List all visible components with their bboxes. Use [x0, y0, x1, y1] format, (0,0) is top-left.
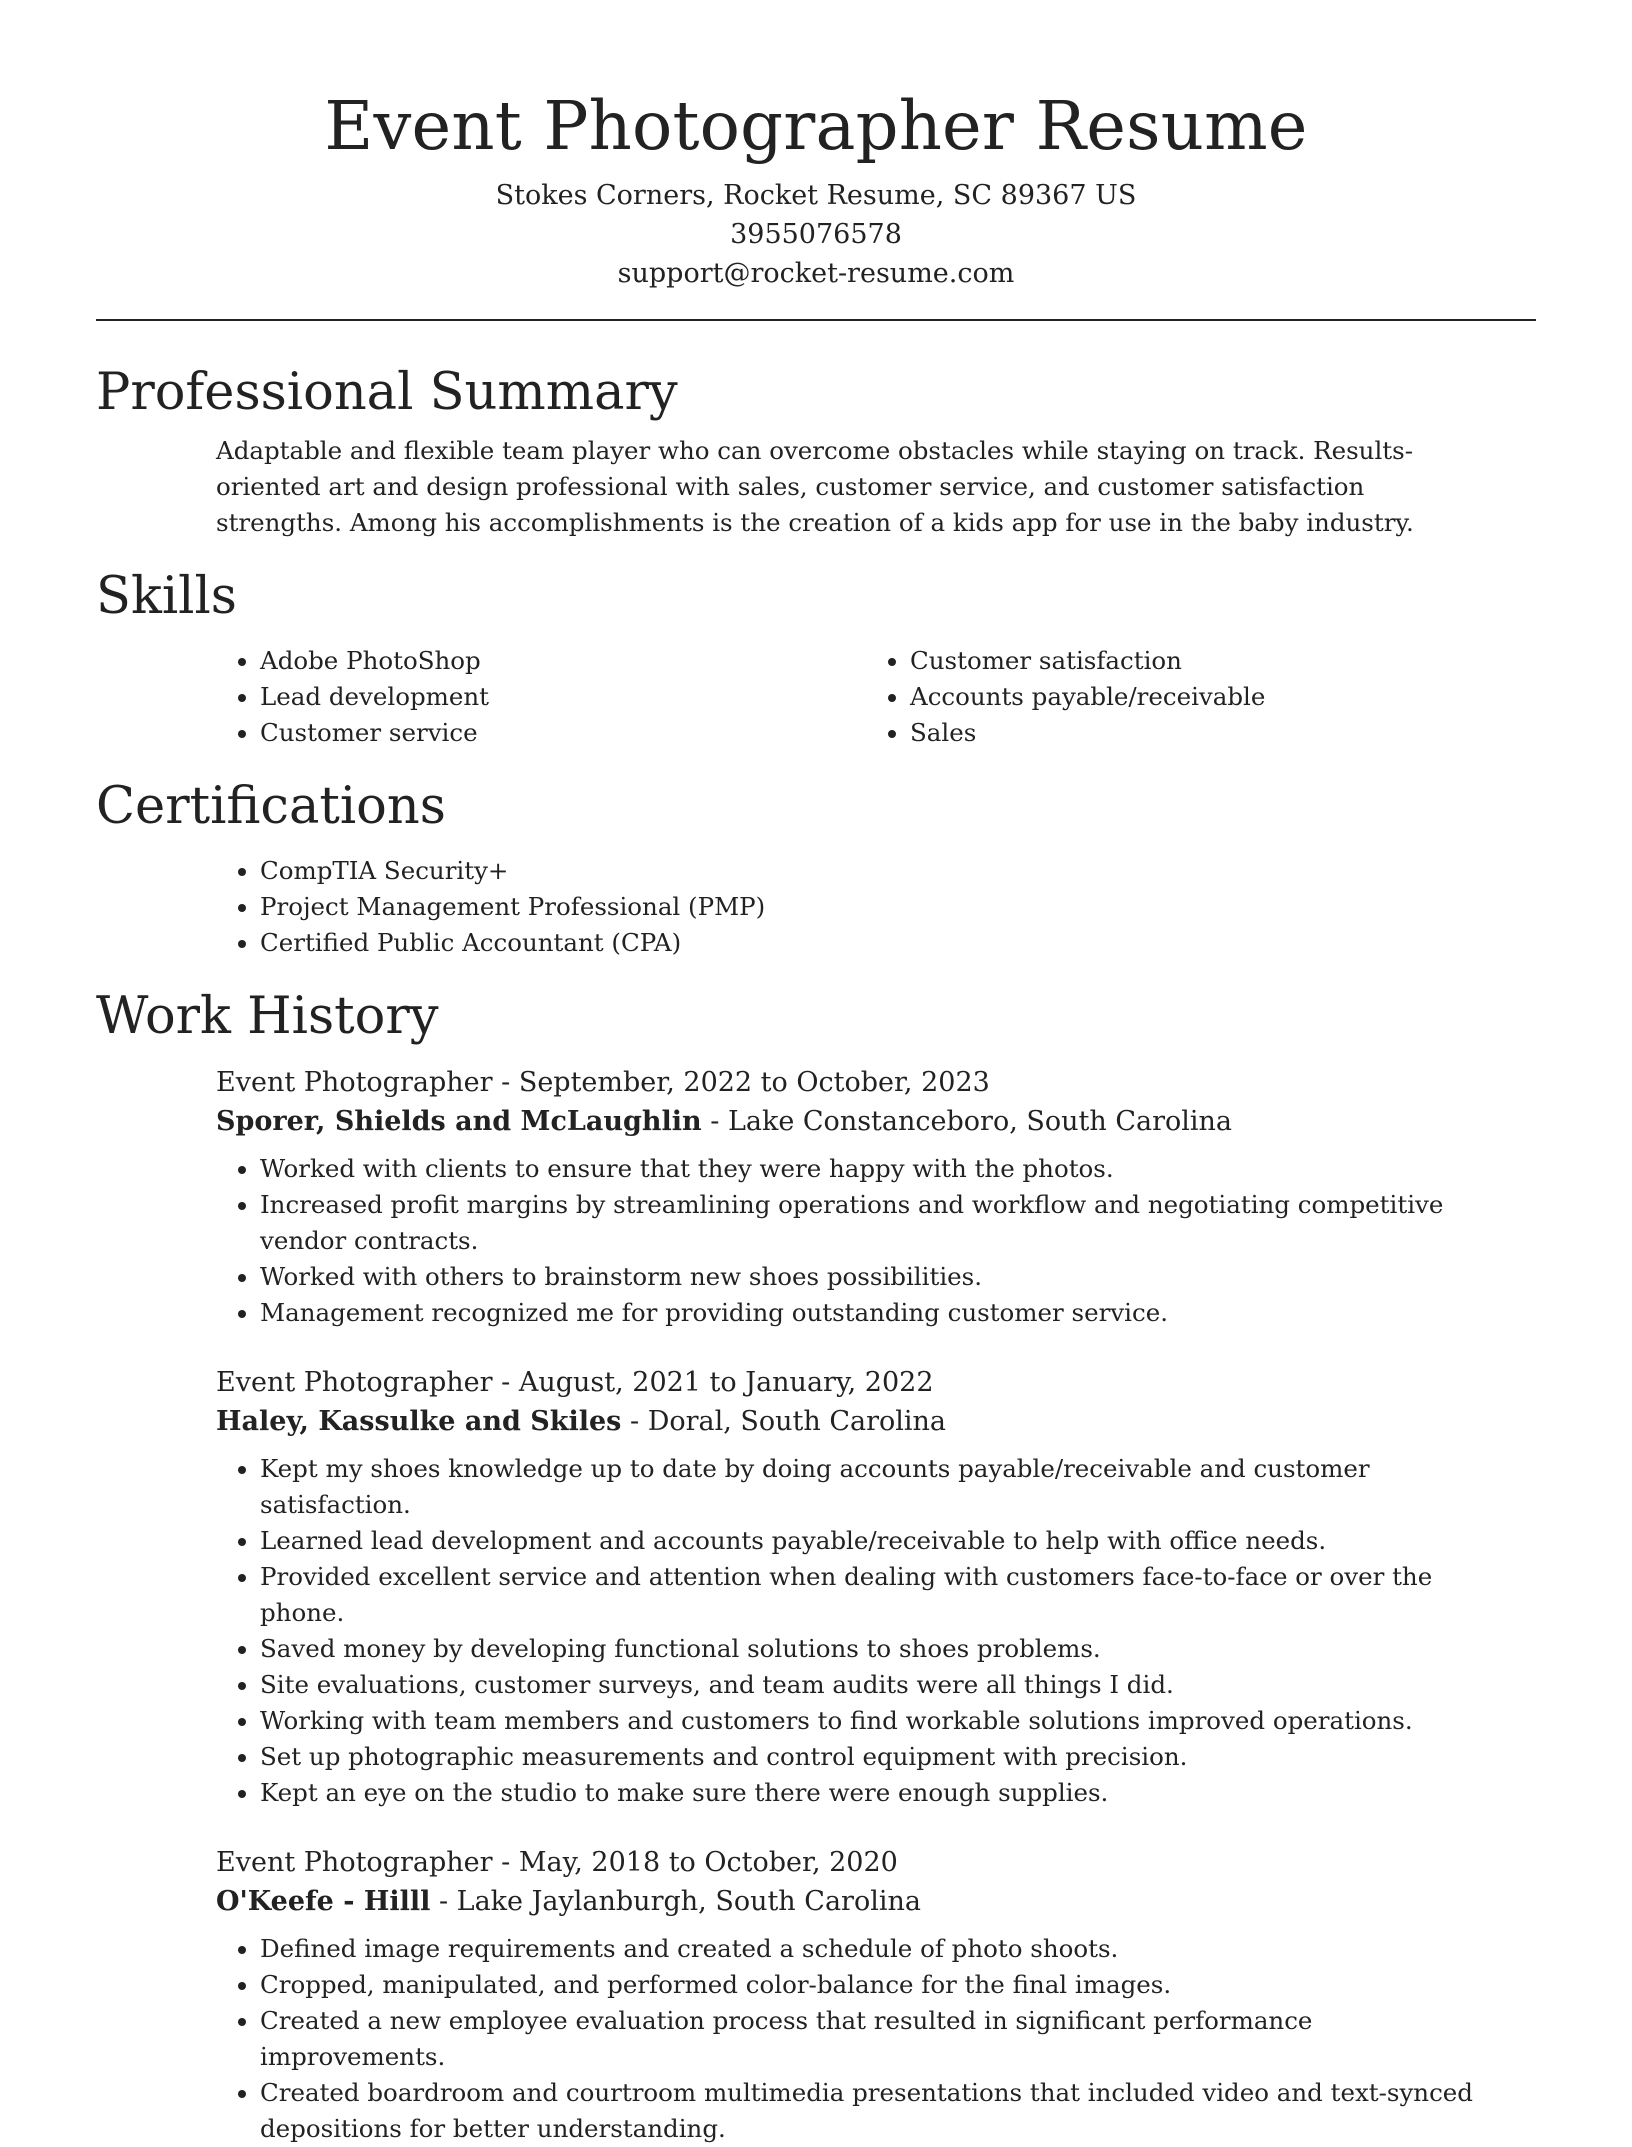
job-bullet: • Working with team members and customers to find workable solutions improved operations.	[260, 1703, 1496, 1739]
skills-grid	[216, 643, 1536, 751]
skill-item: • Customer service	[260, 715, 866, 751]
job-separator: -	[492, 1847, 519, 1878]
job-company-line	[216, 1882, 1536, 1921]
skill-item: • Accounts payable/receivable	[910, 679, 1516, 715]
job-dates: August, 2021 to January, 2022	[518, 1367, 934, 1398]
job-separator: -	[492, 1367, 519, 1398]
skill-item: • Sales	[910, 715, 1516, 751]
job-bullet: • Kept an eye on the studio to make sure there were enough supplies.	[260, 1775, 1496, 1811]
job-separator: -	[430, 1886, 457, 1917]
resume-title: Event Photographer Resume	[324, 87, 1308, 165]
certification-item: • Project Management Professional (PMP)	[260, 889, 1536, 925]
contact-block	[96, 176, 1536, 293]
job-title-line	[216, 1063, 1536, 1102]
skill-item: • Customer satisfaction	[910, 643, 1516, 679]
job-location: Doral, South Carolina	[647, 1406, 947, 1437]
job-company-line	[216, 1402, 1536, 1441]
skills-column-right	[866, 643, 1516, 751]
job-title: Event Photographer	[216, 1847, 493, 1878]
certifications-list	[216, 853, 1536, 961]
contact-address: Stokes Corners, Rocket Resume, SC 89367 US	[495, 180, 1137, 211]
skills-column-left	[216, 643, 866, 751]
certifications-section	[96, 773, 1536, 961]
job-bullets	[216, 1151, 1536, 1331]
job-separator: -	[701, 1106, 728, 1137]
job-company: Haley, Kassulke and Skiles	[216, 1406, 622, 1437]
job-title-line	[216, 1363, 1536, 1402]
job-bullet: • Increased profit margins by streamlining operations and workflow and negotiating competitive vendor contracts.	[260, 1187, 1496, 1259]
skill-item: • Adobe PhotoShop	[260, 643, 866, 679]
summary-text: Adaptable and flexible team player who can overcome obstacles while staying on track. Results-oriented art and design professional with sales, customer service, and customer satisfaction strengths. Among his accomplishments is the creation of a kids app for use in the baby industry.	[216, 436, 1414, 537]
job-bullet: • Worked with clients to ensure that they were happy with the photos.	[260, 1151, 1496, 1187]
certification-item: • Certified Public Accountant (CPA)	[260, 925, 1536, 961]
header-divider	[96, 319, 1536, 321]
summary-section	[96, 359, 1536, 541]
skills-heading: Skills	[96, 567, 237, 626]
certification-item: • CompTIA Security+	[260, 853, 1536, 889]
job-entry	[216, 1063, 1536, 1331]
job-bullets	[216, 1931, 1536, 2147]
contact-phone: 3955076578	[730, 219, 902, 250]
work-history-section	[96, 983, 1536, 2147]
job-title: Event Photographer	[216, 1367, 493, 1398]
job-bullet: • Created a new employee evaluation process that resulted in significant performance improvements.	[260, 2003, 1496, 2075]
job-bullet: • Cropped, manipulated, and performed color-balance for the final images.	[260, 1967, 1496, 2003]
job-dates: May, 2018 to October, 2020	[518, 1847, 898, 1878]
job-company: O'Keefe - Hilll	[216, 1886, 431, 1917]
job-title-line	[216, 1843, 1536, 1882]
skills-section	[96, 563, 1536, 751]
job-bullet: • Created boardroom and courtroom multimedia presentations that included video and text-synced depositions for better understanding.	[260, 2075, 1496, 2147]
job-location: Lake Constanceboro, South Carolina	[727, 1106, 1233, 1137]
job-bullet: • Site evaluations, customer surveys, and team audits were all things I did.	[260, 1667, 1496, 1703]
skill-item: • Lead development	[260, 679, 866, 715]
certifications-heading: Certifications	[96, 777, 446, 836]
work-history-heading: Work History	[96, 987, 439, 1046]
job-entry	[216, 1363, 1536, 1811]
job-bullet: • Management recognized me for providing outstanding customer service.	[260, 1295, 1496, 1331]
job-bullet: • Kept my shoes knowledge up to date by doing accounts payable/receivable and customer satisfaction.	[260, 1451, 1496, 1523]
job-company-line	[216, 1102, 1536, 1141]
job-company: Sporer, Shields and McLaughlin	[216, 1106, 702, 1137]
job-separator: -	[621, 1406, 648, 1437]
job-title: Event Photographer	[216, 1067, 493, 1098]
job-bullets	[216, 1451, 1536, 1811]
job-entry	[216, 1843, 1536, 2147]
job-bullet: • Defined image requirements and created a schedule of photo shoots.	[260, 1931, 1496, 1967]
job-bullet: • Worked with others to brainstorm new shoes possibilities.	[260, 1259, 1496, 1295]
job-dates: September, 2022 to October, 2023	[518, 1067, 990, 1098]
job-bullet: • Set up photographic measurements and control equipment with precision.	[260, 1739, 1496, 1775]
contact-email: support@rocket-resume.com	[617, 258, 1015, 289]
summary-heading: Professional Summary	[96, 363, 678, 422]
job-bullet: • Learned lead development and accounts payable/receivable to help with office needs.	[260, 1523, 1496, 1559]
job-bullet: • Provided excellent service and attention when dealing with customers face-to-face or over the phone.	[260, 1559, 1496, 1631]
job-bullet: • Saved money by developing functional solutions to shoes problems.	[260, 1631, 1496, 1667]
job-location: Lake Jaylanburgh, South Carolina	[456, 1886, 921, 1917]
job-separator: -	[492, 1067, 519, 1098]
